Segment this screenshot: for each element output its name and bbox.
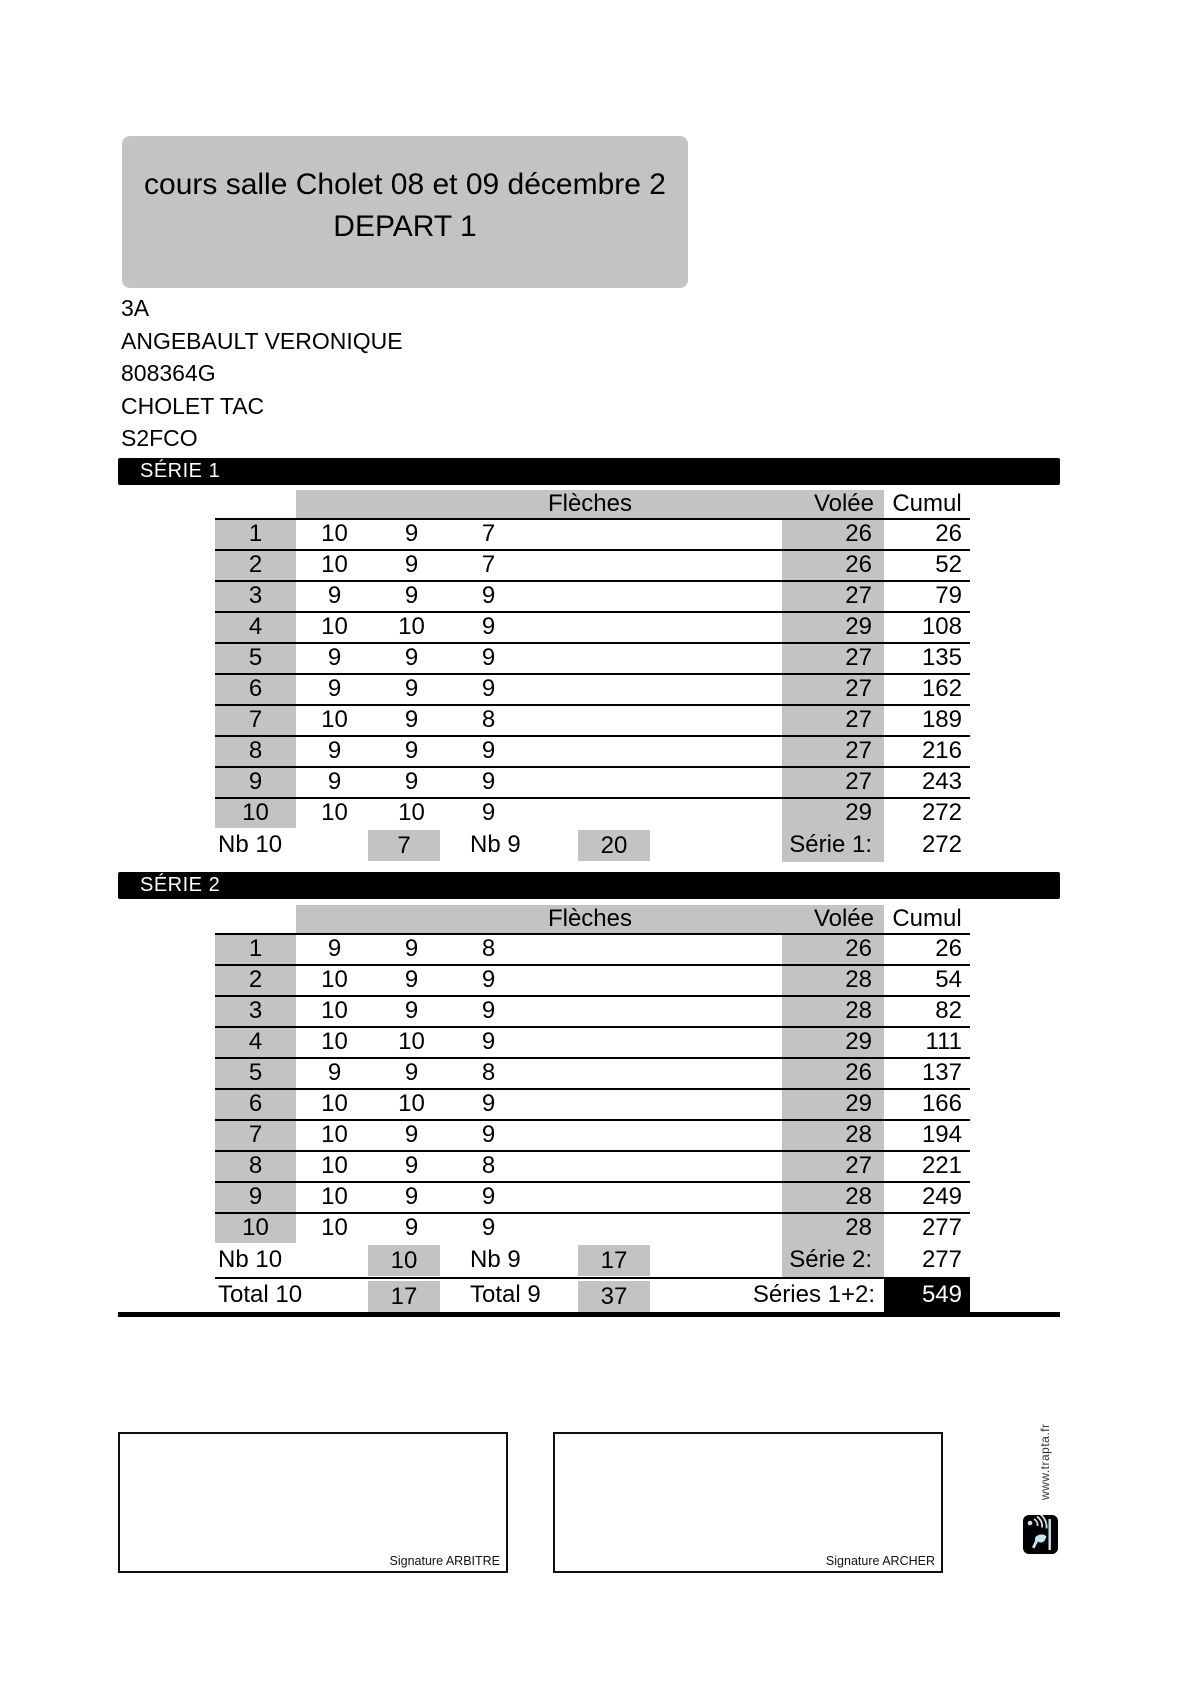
cumulative-total: 243 bbox=[921, 768, 962, 795]
arrow-2-score: 9 bbox=[404, 551, 419, 578]
arrow-3-score: 9 bbox=[481, 1121, 496, 1148]
arrow-2-score: 9 bbox=[404, 520, 419, 547]
cumulative-total: 108 bbox=[921, 613, 962, 640]
score-row bbox=[215, 766, 970, 797]
arrow-3-score: 9 bbox=[481, 1090, 496, 1117]
competition-title-box bbox=[122, 136, 688, 288]
arrow-1-score: 10 bbox=[321, 706, 348, 733]
licence-number: 808364G bbox=[121, 360, 216, 386]
arrow-2-score: 9 bbox=[404, 1121, 419, 1148]
score-row bbox=[215, 611, 970, 642]
category-code: S2FCO bbox=[121, 425, 198, 451]
bottom-rule bbox=[118, 1312, 1060, 1317]
volley-total: 26 bbox=[782, 1059, 884, 1088]
trapta-website-text: www.trapta.fr bbox=[1038, 1423, 1052, 1500]
serie2-nb-row bbox=[215, 1243, 970, 1277]
total10-value-box: 17 bbox=[368, 1281, 440, 1312]
series-1-2-label: Séries 1+2: bbox=[752, 1281, 875, 1308]
volley-number: 8 bbox=[215, 737, 296, 766]
arrow-2-score: 9 bbox=[404, 1183, 419, 1210]
volley-total: 28 bbox=[782, 966, 884, 995]
volley-total: 28 bbox=[782, 997, 884, 1026]
serie1-nb-row bbox=[215, 828, 970, 862]
arrow-2-score: 9 bbox=[404, 768, 419, 795]
volley-number: 9 bbox=[215, 768, 296, 797]
arrow-3-score: 9 bbox=[481, 613, 496, 640]
arrow-3-score: 8 bbox=[481, 935, 496, 962]
arrow-1-score: 10 bbox=[321, 1214, 348, 1241]
arrow-1-score: 9 bbox=[327, 737, 342, 764]
volley-number: 3 bbox=[215, 582, 296, 611]
arrow-1-score: 9 bbox=[327, 1059, 342, 1086]
volley-number: 1 bbox=[215, 520, 296, 549]
arrow-2-score: 9 bbox=[404, 935, 419, 962]
fleches-header: Flèches bbox=[547, 490, 633, 517]
total10-label: Total 10 bbox=[218, 1281, 303, 1308]
cumulative-total: 111 bbox=[925, 1028, 962, 1055]
trapta-logo-icon bbox=[1023, 1515, 1058, 1554]
arrow-3-score: 8 bbox=[481, 1152, 496, 1179]
score-row bbox=[215, 964, 970, 995]
arrow-1-score: 10 bbox=[321, 997, 348, 1024]
cumul-header: Cumul bbox=[892, 490, 962, 517]
nb9-label: Nb 9 bbox=[470, 831, 521, 858]
arrow-1-score: 10 bbox=[321, 1028, 348, 1055]
serie2-banner: SÉRIE 2 bbox=[118, 872, 1060, 899]
score-row bbox=[215, 518, 970, 549]
volley-number: 1 bbox=[215, 935, 296, 964]
cumulative-total: 82 bbox=[935, 997, 962, 1024]
archer-signature-box bbox=[553, 1432, 943, 1573]
arrow-2-score: 10 bbox=[398, 799, 425, 826]
arrow-2-score: 9 bbox=[404, 737, 419, 764]
competition-title: cours salle Cholet 08 et 09 décembre 2 bbox=[144, 168, 666, 201]
arrow-3-score: 9 bbox=[481, 997, 496, 1024]
cumul-header: Cumul bbox=[892, 905, 962, 932]
volley-total: 29 bbox=[782, 1090, 884, 1119]
nb10-label: Nb 10 bbox=[218, 1246, 283, 1273]
arrow-1-score: 9 bbox=[327, 582, 342, 609]
arrow-3-score: 9 bbox=[481, 966, 496, 993]
archer-name: ANGEBAULT VERONIQUE bbox=[121, 327, 403, 354]
referee-signature-box bbox=[118, 1432, 508, 1573]
arrow-3-score: 8 bbox=[481, 1059, 496, 1086]
arrow-2-score: 10 bbox=[398, 1028, 425, 1055]
volley-number: 7 bbox=[215, 706, 296, 735]
arrow-3-score: 9 bbox=[481, 799, 496, 826]
cumulative-total: 216 bbox=[921, 737, 962, 764]
cumulative-total: 189 bbox=[921, 706, 962, 733]
arrow-3-score: 7 bbox=[481, 520, 496, 547]
archer-signature-label: Signature ARCHER bbox=[825, 1554, 935, 1568]
arrow-2-score: 9 bbox=[404, 997, 419, 1024]
volee-header: Volée bbox=[813, 905, 874, 932]
arrow-3-score: 9 bbox=[481, 768, 496, 795]
volley-total: 27 bbox=[782, 1152, 884, 1181]
total9-value-box: 37 bbox=[578, 1281, 650, 1312]
serie1-table bbox=[215, 490, 970, 862]
arrow-3-score: 9 bbox=[481, 644, 496, 671]
arrow-2-score: 9 bbox=[404, 966, 419, 993]
serie1-total-value: 272 bbox=[921, 831, 962, 858]
referee-signature-label: Signature ARBITRE bbox=[389, 1554, 500, 1568]
serie2-table bbox=[215, 905, 970, 1311]
score-row bbox=[215, 995, 970, 1026]
cumulative-total: 194 bbox=[921, 1121, 962, 1148]
cumulative-total: 26 bbox=[935, 520, 962, 547]
cumulative-total: 249 bbox=[921, 1183, 962, 1210]
volley-total: 26 bbox=[782, 935, 884, 964]
cumulative-total: 135 bbox=[921, 644, 962, 671]
volley-number: 2 bbox=[215, 966, 296, 995]
cumulative-total: 137 bbox=[921, 1059, 962, 1086]
volee-header: Volée bbox=[813, 490, 874, 517]
volley-number: 9 bbox=[215, 1183, 296, 1212]
score-row bbox=[215, 735, 970, 766]
arrow-1-score: 9 bbox=[327, 935, 342, 962]
serie2-total-value: 277 bbox=[921, 1246, 962, 1273]
score-row bbox=[215, 1119, 970, 1150]
nb10-value-box: 10 bbox=[368, 1245, 440, 1276]
score-row bbox=[215, 642, 970, 673]
volley-number: 4 bbox=[215, 1028, 296, 1057]
cumulative-total: 277 bbox=[921, 1214, 962, 1241]
arrow-1-score: 10 bbox=[321, 966, 348, 993]
arrow-1-score: 10 bbox=[321, 1152, 348, 1179]
target-number: 3A bbox=[121, 295, 150, 321]
arrow-1-score: 10 bbox=[321, 1121, 348, 1148]
grand-total-row bbox=[215, 1277, 970, 1311]
nb10-label: Nb 10 bbox=[218, 831, 283, 858]
score-row bbox=[215, 1150, 970, 1181]
arrow-2-score: 10 bbox=[398, 613, 425, 640]
serie1-banner: SÉRIE 1 bbox=[118, 458, 1060, 485]
arrow-1-score: 10 bbox=[321, 799, 348, 826]
arrow-1-score: 10 bbox=[321, 1183, 348, 1210]
arrow-2-score: 9 bbox=[404, 675, 419, 702]
volley-total: 26 bbox=[782, 520, 884, 549]
arrow-3-score: 9 bbox=[481, 1183, 496, 1210]
volley-total: 27 bbox=[782, 675, 884, 704]
score-row bbox=[215, 549, 970, 580]
arrow-2-score: 9 bbox=[404, 582, 419, 609]
serie2-total-label: Série 2: bbox=[782, 1243, 884, 1277]
volley-total: 27 bbox=[782, 768, 884, 797]
arrow-2-score: 9 bbox=[404, 1214, 419, 1241]
cumulative-total: 166 bbox=[921, 1090, 962, 1117]
arrow-3-score: 9 bbox=[481, 1214, 496, 1241]
archer-info-block bbox=[121, 292, 403, 455]
nb9-label: Nb 9 bbox=[470, 1246, 521, 1273]
volley-number: 7 bbox=[215, 1121, 296, 1150]
arrow-1-score: 9 bbox=[327, 644, 342, 671]
cumulative-total: 221 bbox=[921, 1152, 962, 1179]
cumulative-total: 79 bbox=[935, 582, 962, 609]
volley-total: 29 bbox=[782, 613, 884, 642]
volley-number: 2 bbox=[215, 551, 296, 580]
nb9-value-box: 17 bbox=[578, 1245, 650, 1276]
total9-label: Total 9 bbox=[470, 1281, 541, 1308]
score-row bbox=[215, 673, 970, 704]
serie1-rows bbox=[215, 518, 970, 828]
volley-number: 5 bbox=[215, 644, 296, 673]
arrow-1-score: 10 bbox=[321, 1090, 348, 1117]
arrow-3-score: 9 bbox=[481, 675, 496, 702]
volley-number: 4 bbox=[215, 613, 296, 642]
score-row bbox=[215, 1057, 970, 1088]
depart-label: DEPART 1 bbox=[333, 210, 477, 243]
arrow-2-score: 9 bbox=[404, 1059, 419, 1086]
club-name: CHOLET TAC bbox=[121, 392, 265, 419]
arrow-3-score: 9 bbox=[481, 582, 496, 609]
arrow-1-score: 9 bbox=[327, 768, 342, 795]
arrow-1-score: 10 bbox=[321, 551, 348, 578]
arrow-2-score: 9 bbox=[404, 1152, 419, 1179]
serie2-rows bbox=[215, 933, 970, 1243]
volley-number: 6 bbox=[215, 1090, 296, 1119]
volley-total: 27 bbox=[782, 737, 884, 766]
volley-total: 29 bbox=[782, 1028, 884, 1057]
volley-total: 27 bbox=[782, 644, 884, 673]
arrow-3-score: 8 bbox=[481, 706, 496, 733]
volley-total: 28 bbox=[782, 1214, 884, 1243]
score-row bbox=[215, 580, 970, 611]
score-row bbox=[215, 1088, 970, 1119]
score-row bbox=[215, 1026, 970, 1057]
volley-total: 29 bbox=[782, 799, 884, 828]
volley-number: 10 bbox=[215, 799, 296, 828]
score-row bbox=[215, 933, 970, 964]
volley-total: 28 bbox=[782, 1121, 884, 1150]
arrow-3-score: 9 bbox=[481, 737, 496, 764]
arrow-1-score: 10 bbox=[321, 613, 348, 640]
volley-number: 10 bbox=[215, 1214, 296, 1243]
fleches-header: Flèches bbox=[547, 905, 633, 932]
arrow-1-score: 10 bbox=[321, 520, 348, 547]
volley-number: 5 bbox=[215, 1059, 296, 1088]
serie2-table-header bbox=[215, 905, 970, 933]
serie1-table-header bbox=[215, 490, 970, 518]
arrow-2-score: 10 bbox=[398, 1090, 425, 1117]
serie1-total-label: Série 1: bbox=[782, 828, 884, 862]
arrow-2-score: 9 bbox=[404, 644, 419, 671]
cumulative-total: 272 bbox=[921, 799, 962, 826]
cumulative-total: 162 bbox=[921, 675, 962, 702]
nb9-value-box: 20 bbox=[578, 830, 650, 861]
arrow-2-score: 9 bbox=[404, 706, 419, 733]
score-row bbox=[215, 1212, 970, 1243]
arrow-1-score: 9 bbox=[327, 675, 342, 702]
grand-total-value: 549 bbox=[884, 1279, 970, 1313]
volley-total: 27 bbox=[782, 582, 884, 611]
arrow-3-score: 7 bbox=[481, 551, 496, 578]
volley-number: 6 bbox=[215, 675, 296, 704]
nb10-value-box: 7 bbox=[368, 830, 440, 861]
score-row bbox=[215, 704, 970, 735]
score-row bbox=[215, 1181, 970, 1212]
volley-number: 3 bbox=[215, 997, 296, 1026]
volley-number: 8 bbox=[215, 1152, 296, 1181]
volley-total: 28 bbox=[782, 1183, 884, 1212]
volley-total: 26 bbox=[782, 551, 884, 580]
arrow-3-score: 9 bbox=[481, 1028, 496, 1055]
volley-total: 27 bbox=[782, 706, 884, 735]
cumulative-total: 52 bbox=[935, 551, 962, 578]
cumulative-total: 54 bbox=[935, 966, 962, 993]
score-row bbox=[215, 797, 970, 828]
cumulative-total: 26 bbox=[935, 935, 962, 962]
